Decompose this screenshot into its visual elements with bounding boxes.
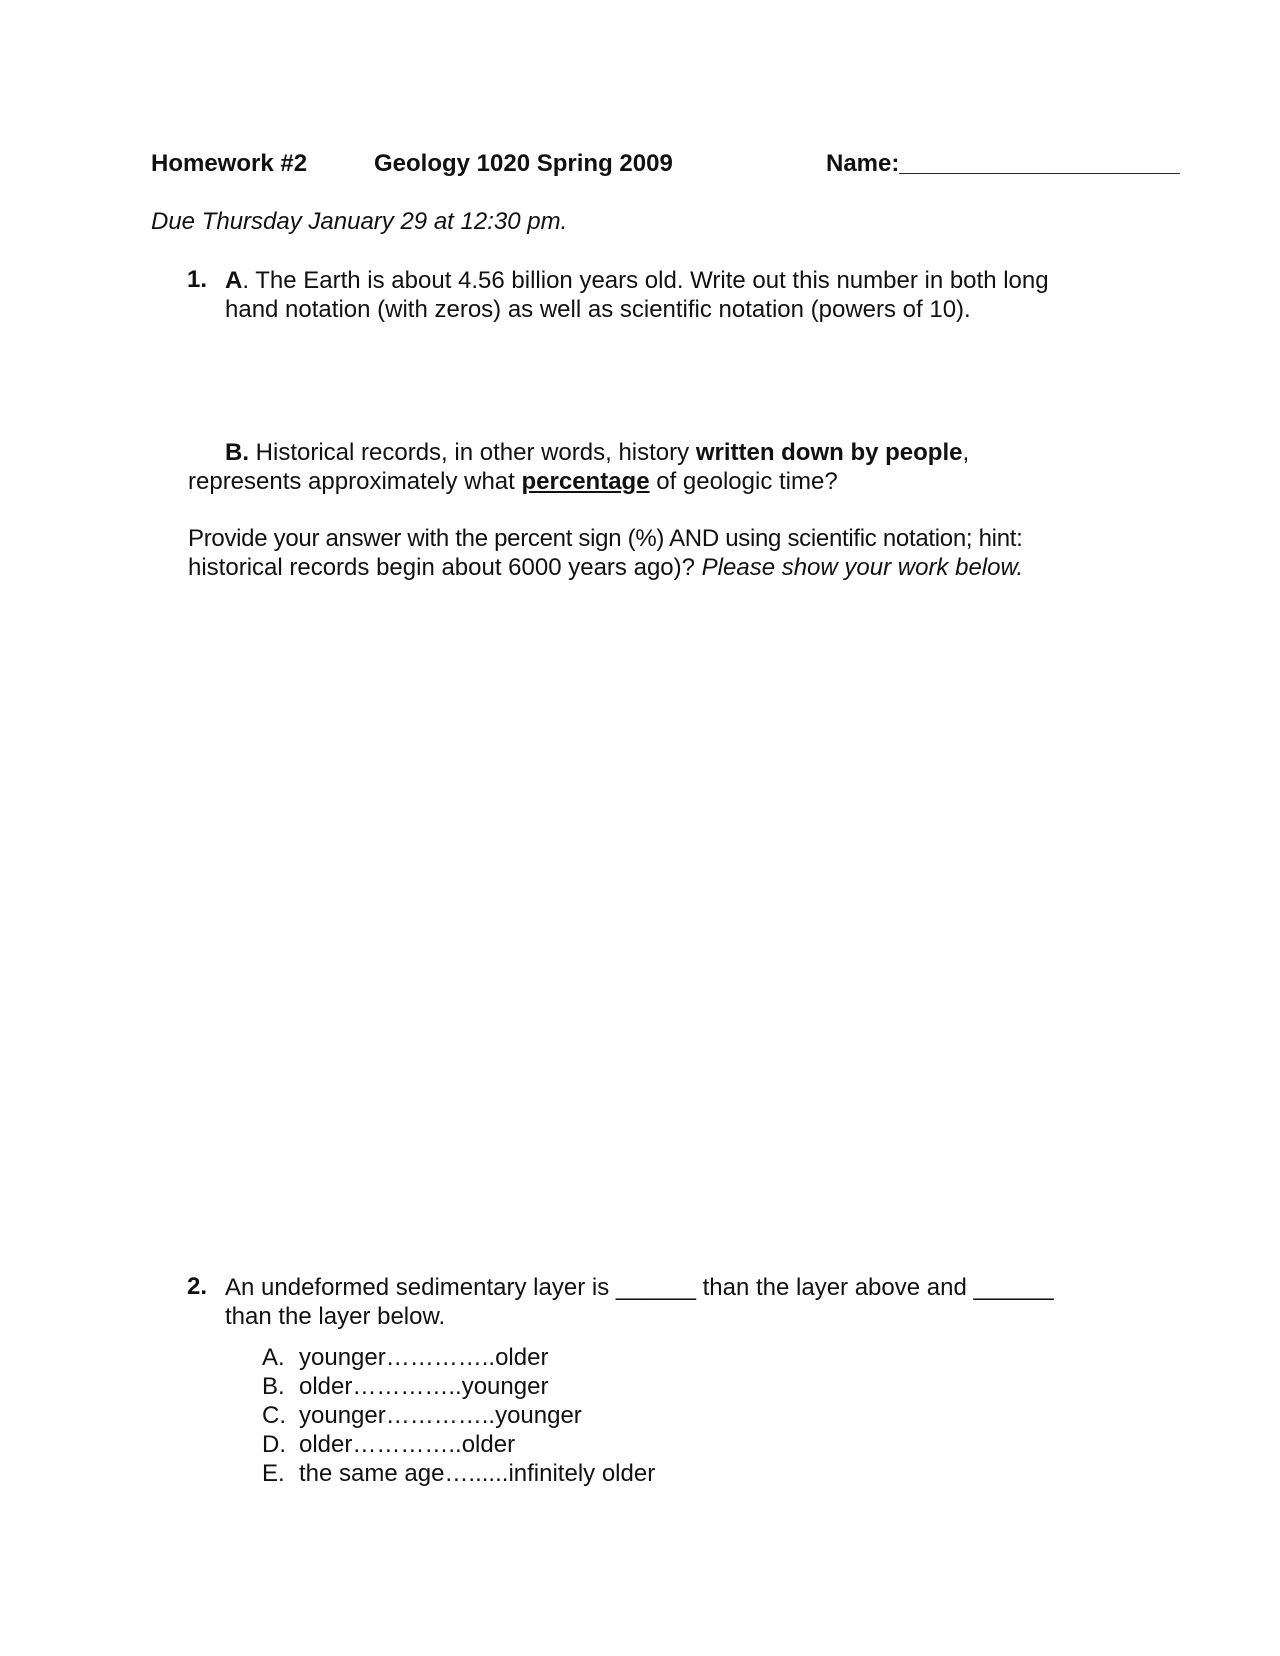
- choice-text: younger…………..older: [299, 1344, 549, 1371]
- q1-b-bold: written down by people: [695, 439, 963, 466]
- q1-b-text2: ,: [962, 439, 970, 466]
- q1-part-a: [225, 266, 1049, 324]
- q2-choice-e: [262, 1459, 655, 1488]
- choice-letter: E.: [262, 1460, 285, 1487]
- q1-instructions-line2: [188, 553, 1023, 582]
- q2-choices: [262, 1343, 655, 1488]
- q1-b-line2: [188, 467, 969, 496]
- q2-choice-a: [262, 1343, 655, 1372]
- q2-choice-b: [262, 1372, 655, 1401]
- q1-b-text1: Historical records, in other words, history: [249, 439, 696, 466]
- q2-choice-d: [262, 1430, 655, 1459]
- due-date: Due Thursday January 29 at 12:30 pm.: [151, 208, 568, 235]
- choice-text: younger…………..younger: [299, 1402, 582, 1429]
- q1-b-line1: [188, 438, 969, 467]
- choice-letter: B.: [262, 1373, 285, 1400]
- q1-a-line1: [225, 266, 1049, 295]
- q1-instructions-line2-pre: historical records begin about 6000 years ago)?: [188, 554, 702, 581]
- q1-a-label: A: [225, 267, 243, 294]
- q2-choice-c: [262, 1401, 655, 1430]
- q1-b-underline: percentage: [521, 468, 650, 495]
- q2-line1: An undeformed sedimentary layer is ______ than the layer above and ______: [225, 1274, 1054, 1301]
- choice-letter: D.: [262, 1431, 286, 1458]
- q1-instructions-line1: Provide your answer with the percent sign (%) AND using scientific notation; hint:: [188, 525, 1023, 552]
- name-field: [826, 150, 1180, 178]
- q2-line2: than the layer below.: [225, 1303, 446, 1330]
- choice-text: older…………..younger: [299, 1373, 549, 1400]
- name-blank: _____________________: [899, 150, 1180, 177]
- q1-b-line2-post: of geologic time?: [649, 468, 838, 495]
- course-title: Geology 1020 Spring 2009: [374, 150, 673, 177]
- q1-number: 1.: [187, 266, 208, 293]
- q1-instructions: [188, 524, 1023, 582]
- q2-number: 2.: [187, 1273, 208, 1300]
- q1-b-label: B.: [225, 439, 249, 466]
- q2-stem: [225, 1273, 1054, 1331]
- choice-letter: A.: [262, 1344, 285, 1371]
- q1-b-line2-pre: represents approximately what: [188, 468, 522, 495]
- homework-title: Homework #2: [151, 150, 308, 177]
- name-label: Name:: [826, 150, 900, 177]
- q1-part-b: [188, 438, 969, 496]
- q1-a-line2: hand notation (with zeros) as well as scientific notation (powers of 10).: [225, 296, 971, 323]
- choice-text: older…………..older: [299, 1431, 516, 1458]
- choice-letter: C.: [262, 1402, 286, 1429]
- q1-a-text1: . The Earth is about 4.56 billion years old. Write out this number in both long: [242, 267, 1049, 294]
- q1-instructions-italic: Please show your work below.: [701, 554, 1024, 581]
- choice-text: the same age…......infinitely older: [299, 1460, 656, 1487]
